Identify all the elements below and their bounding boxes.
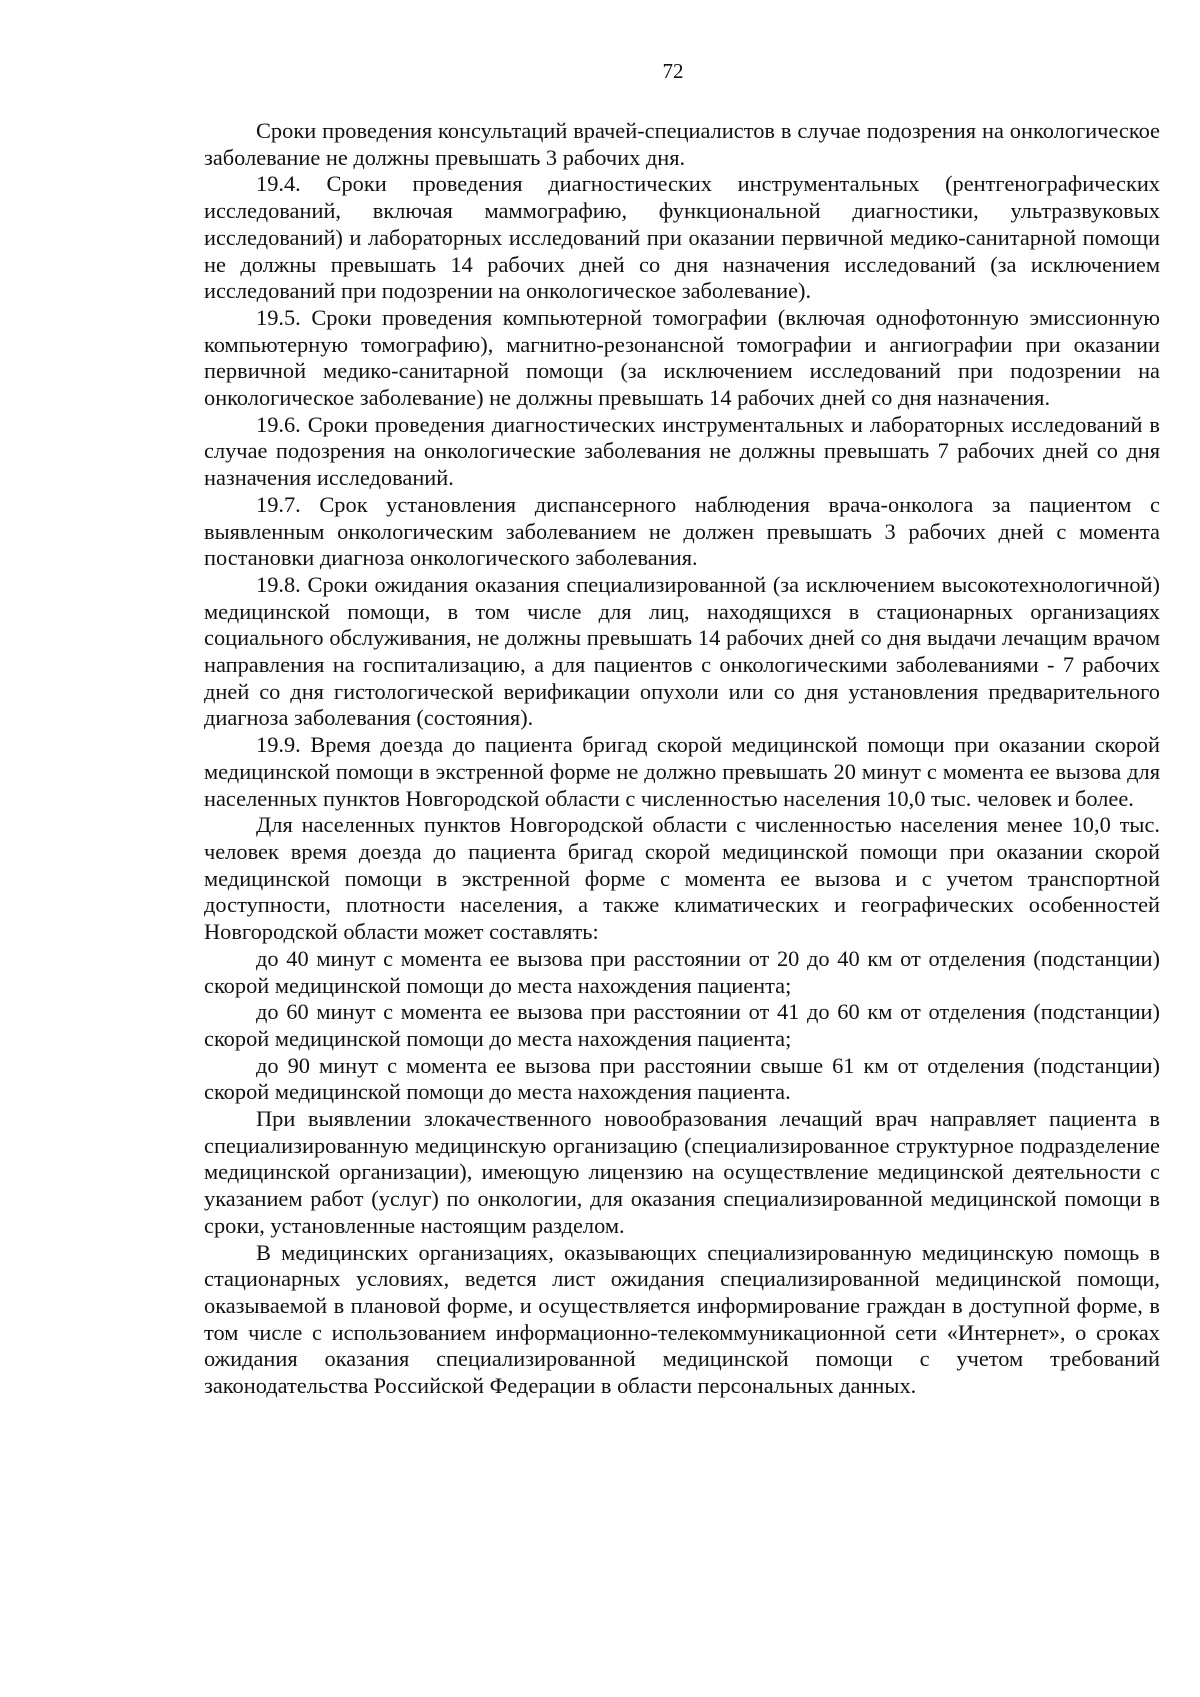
paragraph-small-settlements: Для населенных пунктов Новгородской области с численностью населения менее 10,0 тыс. человек время доезда до пациента бригад скорой медицинской помощи при оказании скорой медицинской помощи в экстренной форме с момента ее вызова и с учетом транспортной доступности, плотности населения, а также климатических и географических особенностей Новгородской области может составлять:: [204, 812, 1160, 945]
paragraph-malignant-neoplasm-referral: При выявлении злокачественного новообразования лечащий врач направляет пациента в специализированную медицинскую организацию (специализированное структурное подразделение медицинской организации), имеющую лицензию на осуществление медицинской деятельности с указанием работ (услуг) по онкологии, для оказания специализированной медицинской помощи в сроки, установленные настоящим разделом.: [204, 1106, 1160, 1238]
paragraph-19-9: 19.9. Время доезда до пациента бригад скорой медицинской помощи при оказании скорой медицинской помощи в экстренной форме не должно превышать 20 минут с момента ее вызова для населенных пунктов Новгородской области с численностью населения 10,0 тыс. человек и более.: [204, 732, 1160, 811]
paragraph-19-6: 19.6. Сроки проведения диагностических инструментальных и лабораторных исследований в случае подозрения на онкологические заболевания не должны превышать 7 рабочих дней со дня назначения исследований.: [204, 411, 1160, 491]
paragraph-waiting-list: В медицинских организациях, оказывающих специализированную медицинскую помощь в стационарных условиях, ведется лист ожидания специализированной медицинской помощи, оказываемой в плановой форме, и осуществляется информирование граждан в доступной форме, в том числе с использованием информационно-телекоммуникационной сети «Интернет», о сроках ожидания оказания специализированной медицинской помощи с учетом требований законодательства Российской Федерации в области персональных данных.: [204, 1239, 1160, 1399]
paragraph-19-8: 19.8. Сроки ожидания оказания специализированной (за исключением высокотехнологичной) медицинской помощи, в том числе для лиц, находящихся в стационарных организациях социального обслуживания, не должны превышать 14 рабочих дней со дня выдачи лечащим врачом направления на госпитализацию, а для пациентов с онкологическими заболеваниями - 7 рабочих дней со дня гистологической верификации опухоли или со дня установления предварительного диагноза заболевания (состояния).: [204, 571, 1160, 731]
paragraph-19-4: 19.4. Сроки проведения диагностических инструментальных (рентгенографических исследований, включая маммографию, функциональной диагностики, ультразвуковых исследований) и лабораторных исследований при оказании первичной медико-санитарной помощи не должны превышать 14 рабочих дней со дня назначения исследований (за исключением исследований при подозрении на онкологическое заболевание).: [204, 171, 1160, 304]
paragraph-19-7: 19.7. Срок установления диспансерного наблюдения врача-онколога за пациентом с выявленным онкологическим заболеванием не должен превышать 3 рабочих дней с момента постановки диагноза онкологического заболевания.: [204, 491, 1160, 571]
paragraph-up-to-40-minutes: до 40 минут с момента ее вызова при расстоянии от 20 до 40 км от отделения (подстанции) скорой медицинской помощи до места нахождения пациента;: [204, 945, 1160, 998]
page-number: 72: [662, 59, 684, 83]
paragraph-19-5: 19.5. Сроки проведения компьютерной томографии (включая однофотонную эмиссионную компьютерную томографию), магнитно-резонансной томографии и ангиографии при оказании первичной медико-санитарной помощи (за исключением исследований при подозрении на онкологическое заболевание) не должны превышать 14 рабочих дней со дня назначения.: [204, 304, 1160, 411]
paragraph-up-to-60-minutes: до 60 минут с момента ее вызова при расстоянии от 41 до 60 км от отделения (подстанции) скорой медицинской помощи до места нахождения пациента;: [204, 999, 1160, 1051]
paragraph-up-to-90-minutes: до 90 минут с момента ее вызова при расстоянии свыше 61 км от отделения (подстанции) скорой медицинской помощи до места нахождения пациента.: [204, 1052, 1160, 1105]
paragraph-oncology-consultation-terms: Сроки проведения консультаций врачей-специалистов в случае подозрения на онкологическое заболевание не должны превышать 3 рабочих дня.: [204, 118, 1160, 170]
document-body: [204, 118, 1160, 1400]
